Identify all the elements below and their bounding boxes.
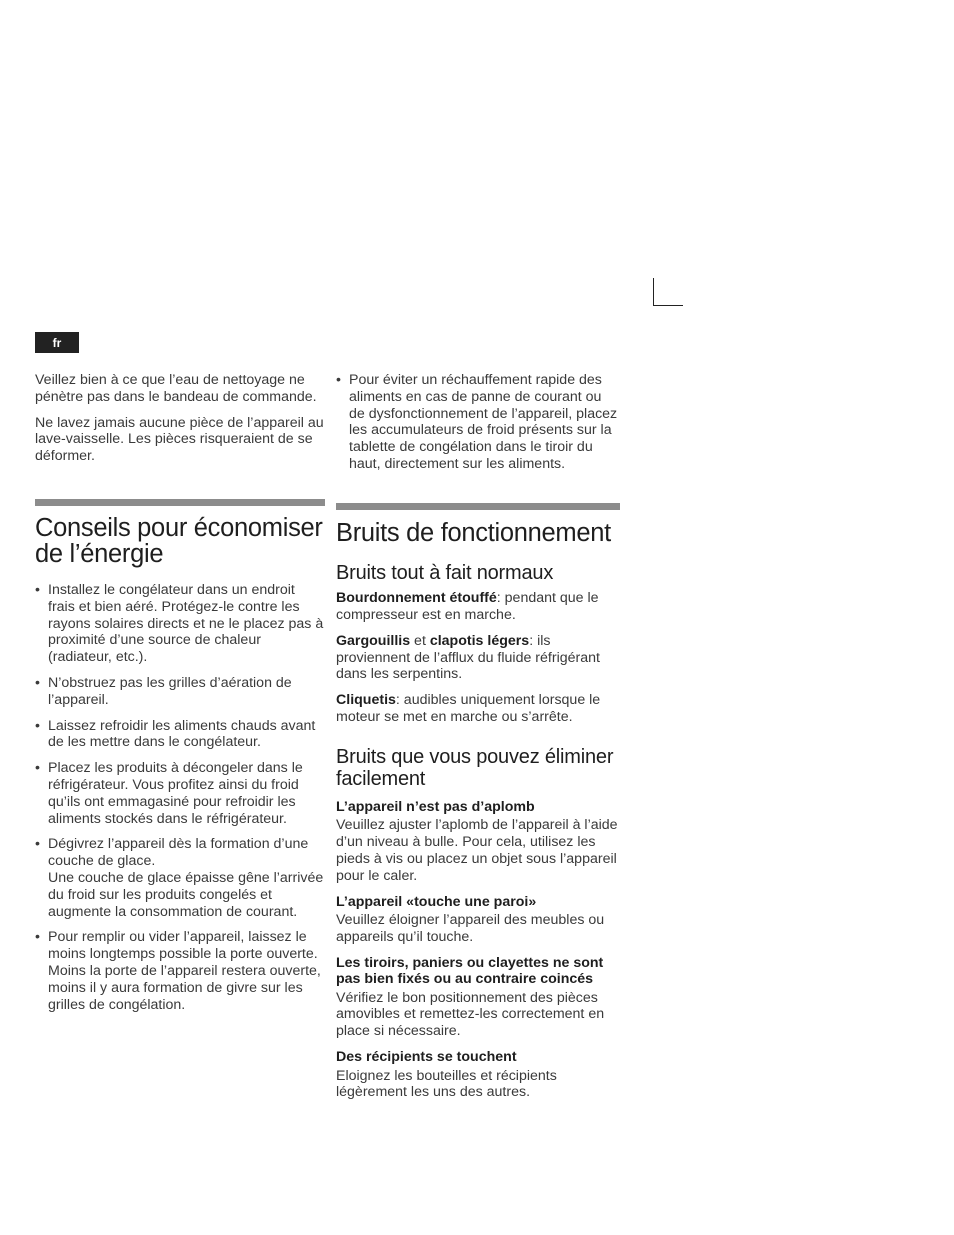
energy-tips-list [35,582,325,1013]
issue-text: Veuillez ajuster l’aplomb de l’appareil à l’aide d’un niveau à bulle. Pour cela, utilisez les pieds à vis ou placez un objet sous l’appareil pour le caler. [336,817,618,884]
humming-text: : pendant que le compresseur est en marche. [336,590,599,624]
issue-text: Vérifiez le bon positionnement des pièces amovibles et remettez-les correctement en place si nécessaire. [336,989,605,1040]
gurgle-note [336,633,620,683]
click-term: Cliquetis [336,692,396,709]
noise-section-title: Bruits de fonctionnement [336,518,611,547]
list-item: • Placez les produits à décongeler dans le réfrigérateur. Vous profitez ainsi du froid qu’ils ont emmagasiné pour refroidir les aliments stockés dans le réfrigérateur. [35,760,325,827]
issue-title: L’appareil n’est pas d’aplomb [336,798,535,815]
left-column [35,372,325,1013]
cleaning-note: Ne lavez jamais aucune pièce de l’appareil au lave-vaisselle. Les pièces risqueraient de se déformer. [35,414,324,465]
list-item: • Pour éviter un réchauffement rapide des aliments en cas de panne de courant ou de dysfonctionnement de l’appareil, placez les accumulateurs de froid présents sur la tablette de congélation dans le tiroir du haut, directement sur les aliments. [336,372,620,473]
section-divider [336,503,620,510]
cleaning-note: Veillez bien à ce que l’eau de nettoyage ne pénètre pas dans le bandeau de commande. [35,372,317,405]
gurgle-text: : ils proviennent de l’afflux du fluide réfrigérant dans les serpentins. [336,632,600,683]
issue [336,799,620,885]
fixable-noises-title: Bruits que vous pouvez éliminer facilement [336,745,614,790]
normal-noises-title: Bruits tout à fait normaux [336,562,554,585]
issue-text: Eloignez les bouteilles et récipients légèrement les uns des autres. [336,1067,557,1101]
crop-mark [653,278,683,306]
issue-title: Les tiroirs, paniers ou clayettes ne sont pas bien fixés ou au contraire coincés [336,954,604,988]
click-note [336,692,620,726]
language-badge: fr [35,332,79,353]
cleaning-notes [35,372,325,465]
section-divider [35,499,325,506]
gurgle-term: Gargouillis [336,632,411,649]
issue [336,1049,620,1101]
list-item: • Laissez refroidir les aliments chauds avant de les mettre dans le congélateur. [35,718,325,752]
humming-term: Bourdonnement étouffé [336,590,497,607]
defrost-tip-detail: Une couche de glace épaisse gêne l’arrivée du froid sur les produits congelés et augmente la consommation de courant. [48,869,324,920]
list-item [35,836,325,920]
door-tip-detail: Moins la porte de l’appareil restera ouverte, moins il y aura formation de givre sur les grilles de congélation. [48,962,321,1013]
issue-title: L’appareil «touche une paroi» [336,893,537,910]
right-column [336,372,620,1101]
splash-term: clapotis légers [429,632,530,649]
issue-title: Des récipients se touchent [336,1049,517,1066]
issue-text: Veuillez éloigner l’appareil des meubles ou appareils qu’il touche. [336,912,605,945]
power-failure-list [336,372,620,473]
door-tip: • Pour remplir ou vider l’appareil, laissez le moins longtemps possible la porte ouverte. [48,929,318,963]
issue [336,955,620,1040]
humming-note [336,590,620,624]
list-item: • N’obstruez pas les grilles d’aération de l’appareil. [35,675,325,709]
click-text: : audibles uniquement lorsque le moteur se met en marche ou s’arrête. [336,692,601,726]
energy-section-title: Conseils pour économiser de l’énergie [35,513,323,569]
list-item [35,929,325,1013]
gurgle-and: et [410,632,430,649]
issue [336,894,620,946]
defrost-tip: • Dégivrez l’appareil dès la formation d’une couche de glace. [48,836,309,870]
list-item: • Installez le congélateur dans un endroit frais et bien aéré. Protégez-le contre les rayons solaires directs et ne le placez pas à proximité d’une source de chaleur (radiateur, etc.). [35,582,325,666]
